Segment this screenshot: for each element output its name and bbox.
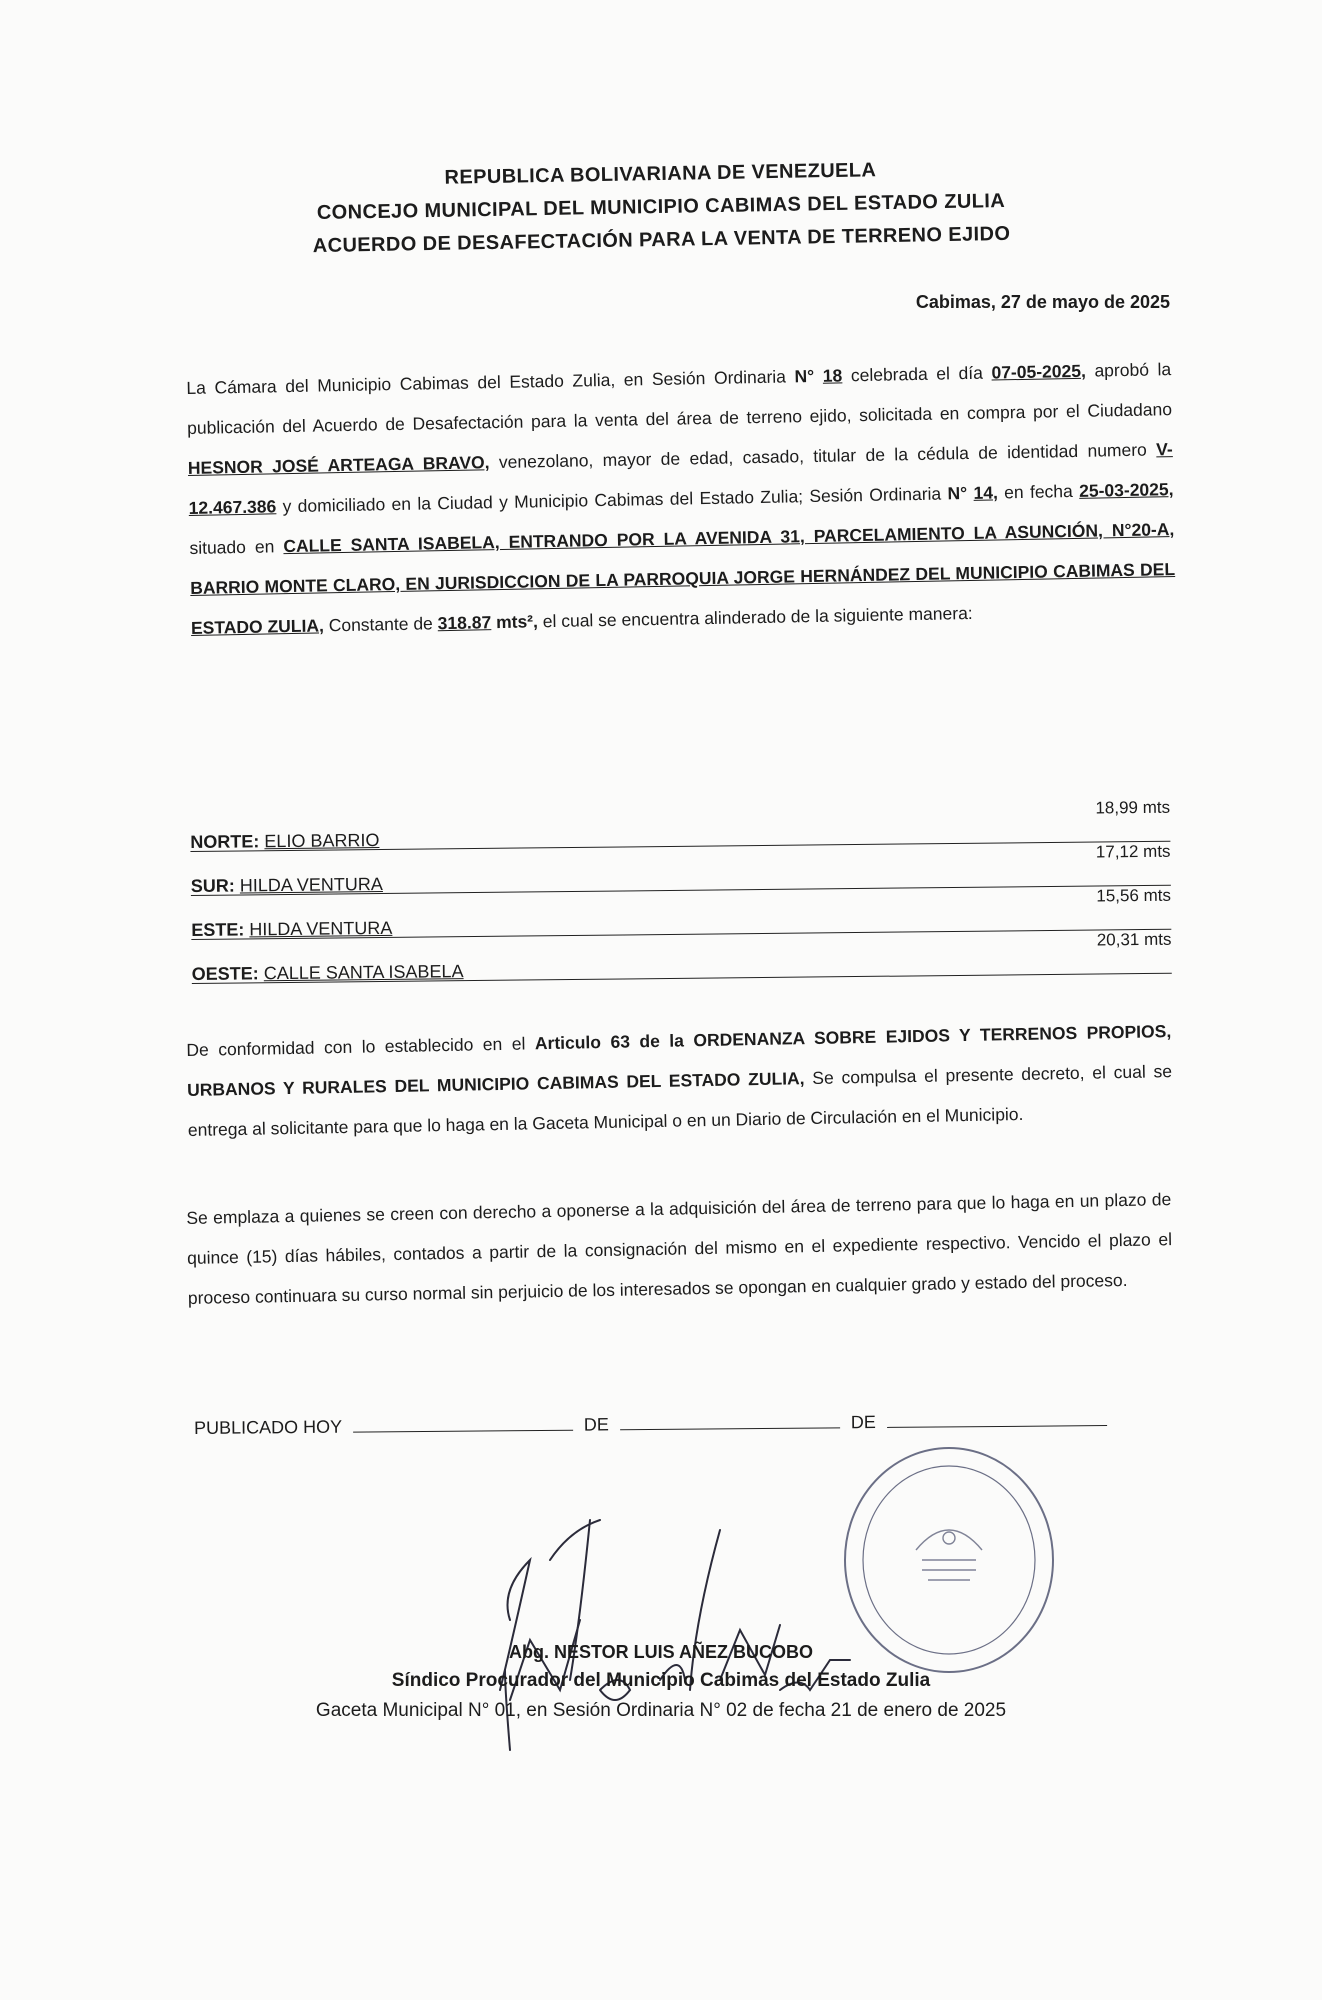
paragraph-agreement	[186, 349, 1176, 648]
publication-label: PUBLICADO HOY	[194, 1416, 342, 1438]
boundary-west	[191, 930, 1171, 984]
boundaries-list	[190, 798, 1172, 984]
text-segment: De conformidad con lo establecido en el	[186, 1033, 526, 1060]
signatory-name: Abg. NESTOR LUIS AÑEZ BUCOBO	[508, 1642, 813, 1662]
text-segment: aprobó la publicación del Acuerdo de Desafectación para la venta del área de terreno ejido, solicitada en compra por el Ciudadano	[186, 359, 1173, 438]
text-segment: La Cámara del Municipio Cabimas del Estado Zulia, en Sesión Ordinaria	[186, 366, 787, 398]
publication-year-blank	[887, 1425, 1107, 1428]
paragraph-ordinance	[186, 1011, 1173, 1150]
boundary-label: SUR:	[190, 875, 235, 896]
boundary-label: NORTE:	[190, 831, 260, 852]
text-segment: y domiciliado en la Ciudad y Municipio Cabimas del Estado Zulia; Sesión Ordinaria	[282, 483, 942, 517]
prior-session-number: 14,	[973, 482, 999, 503]
property-location: CALLE SANTA ISABELA, ENTRANDO POR LA AVENIDA 31, PARCELAMIENTO LA ASUNCIÓN, N°20-A, BARRIO MONTE CLARO, EN JURISDICCION DE LA PARROQUIA JORGE HERNÁNDEZ DEL MUNICIPIO CABIMAS DEL ESTADO ZULIA,	[190, 519, 1176, 638]
property-area: 318.87	[437, 612, 492, 634]
boundary-value: HILDA VENTURA	[239, 873, 383, 896]
boundary-measure: 18,99 mts	[1095, 797, 1171, 818]
applicant-name: HESNOR JOSÉ ARTEAGA BRAVO,	[187, 452, 490, 478]
boundary-value: CALLE SANTA ISABELA	[263, 961, 464, 984]
boundary-measure: 15,56 mts	[1096, 885, 1172, 906]
boundary-measure: 20,31 mts	[1096, 929, 1172, 950]
text-segment: N°	[794, 365, 815, 387]
ordinance-reference: Articulo 63 de la ORDENANZA SOBRE EJIDOS Y TERRENOS PROPIOS, URBANOS Y RURALES DEL MUNICIPIO CABIMAS DEL ESTADO ZULIA,	[186, 1021, 1172, 1100]
prior-session-date: 25-03-2025,	[1078, 479, 1174, 501]
document-date: Cabimas, 27 de mayo de 2025	[915, 292, 1170, 312]
paragraph-summons	[186, 1179, 1173, 1318]
text-segment: el cual se encuentra alinderado de la siguiente manera:	[542, 602, 973, 632]
publication-line	[194, 1410, 1113, 1439]
boundary-value: ELIO BARRIO	[264, 830, 380, 852]
boundary-label: ESTE:	[191, 919, 245, 940]
text-segment: Constante de	[328, 613, 433, 636]
gazette-reference: Gaceta Municipal N° 01, en Sesión Ordinaria N° 02 de fecha 21 de enero de 2025	[315, 1700, 1007, 1721]
session-date: 07-05-2025,	[991, 360, 1087, 383]
header-line-2: CONCEJO MUNICIPAL DEL MUNICIPIO CABIMAS DEL ESTADO ZULIA	[316, 189, 1006, 225]
publication-day-blank	[353, 1430, 573, 1433]
text-segment: N°	[947, 483, 968, 504]
session-number: 18	[822, 365, 843, 386]
text-segment: Se emplaza a quienes se creen con derecho a oponerse a la adquisición del área de terreno para que lo haga en un plazo de quince (15) días hábiles, contados a partir de la consignación del mismo en el expediente respectivo. Vencido el plazo el proceso continuara su curso normal sin perjuicio de los interesados se opongan en cualquier grado y estado del proceso.	[186, 1189, 1173, 1308]
area-unit: mts²,	[495, 611, 539, 633]
text-segment: Se compulsa el presente decreto, el cual se entrega al solicitante para que lo haga en la Gaceta Municipal o en un Diario de Circulación en el Municipio.	[187, 1061, 1173, 1140]
boundary-measure: 17,12 mts	[1095, 841, 1171, 862]
text-segment: situado en	[189, 536, 275, 558]
text-segment: celebrada el día	[850, 362, 984, 386]
text-segment: venezolano, mayor de edad, casado, titular de la cédula de identidad numero	[498, 439, 1147, 473]
boundary-value: HILDA VENTURA	[249, 917, 393, 940]
text-segment: en fecha	[1003, 481, 1073, 503]
publication-de-2: DE	[850, 1412, 876, 1433]
publication-month-blank	[620, 1427, 840, 1430]
header-line-3: ACUERDO DE DESAFECTACIÓN PARA LA VENTA DE TERRENO EJIDO	[312, 222, 1011, 258]
signatory-title: Síndico Procurador del Municipio Cabimas del Estado Zulia	[391, 1670, 931, 1691]
header-line-1: REPUBLICA BOLIVARIANA DE VENEZUELA	[444, 159, 877, 189]
publication-de-1: DE	[583, 1414, 609, 1435]
document-header	[0, 146, 1322, 268]
boundary-label: OESTE:	[191, 963, 259, 984]
id-number: V-12.467.386	[188, 439, 1173, 518]
